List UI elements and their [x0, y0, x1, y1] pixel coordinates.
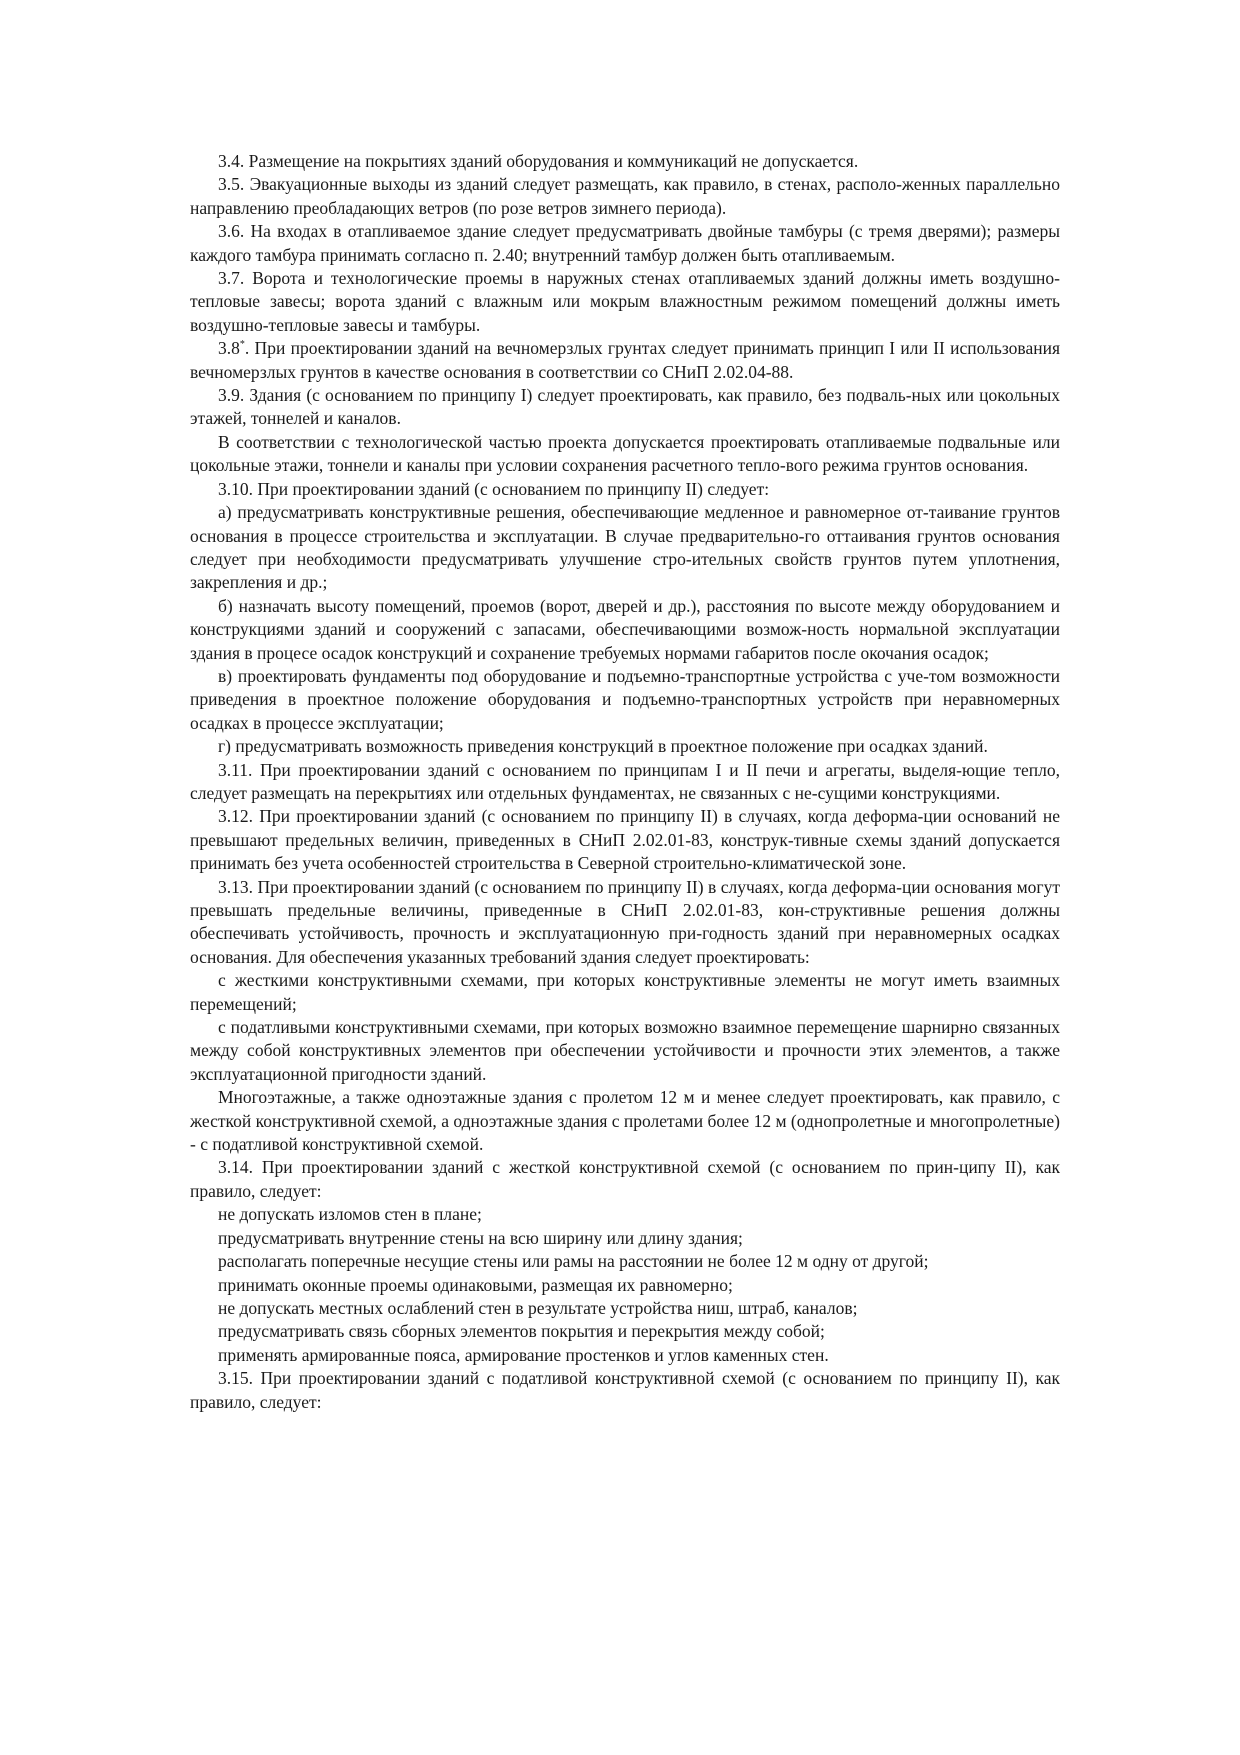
paragraph-rigid-schemes: с жесткими конструктивными схемами, при которых конструктивные элементы не могут иметь взаимных перемещений; — [190, 970, 1060, 1014]
paragraph-3-14: 3.14. При проектировании зданий с жесткой конструктивной схемой (с основанием по прин-ципу II), как правило, следует: — [190, 1157, 1060, 1201]
paragraph-3-13: 3.13. При проектировании зданий (с основанием по принципу II) в случаях, когда деформа-ции основания могут превышать предельные величины, приведенные в СНиП 2.02.01-83, кон-структивные решения должны обеспечивать устойчивость, прочность и эксплуатационную при-годность зданий при неравномерных осадках основания. Для обеспечения указанных требований здания следует проектировать: — [190, 876, 1060, 967]
list-item-b: б) назначать высоту помещений, проемов (ворот, дверей и др.), расстояния по высоте между оборудованием и конструкциями зданий и сооружений с запасами, обеспечивающими возмож-ность нормальной эксплуатации здания в процесе осадок конструкций и сохранение требуемых нормами габаритов после окочания осадок; — [190, 595, 1060, 663]
list-item: принимать оконные проемы одинаковыми, размещая их равномерно; — [218, 1274, 733, 1295]
list-item-v: в) проектировать фундаменты под оборудование и подъемно-транспортные устройства с уче-том возможности приведения в проектное положение оборудования и подъемно-транспортных устройств при неравномерных осадках в процессе эксплуатации; — [190, 665, 1060, 733]
paragraph-3-7: 3.7. Ворота и технологические проемы в наружных стенах отапливаемых зданий должны иметь воздушно-тепловые завесы; ворота зданий с влажным или мокрым влажностным режимом помещений должны иметь воздушно-тепловые завесы и тамбуры. — [190, 268, 1060, 335]
list-item: не допускать местных ослаблений стен в результате устройства ниш, штраб, каналов; — [218, 1297, 858, 1318]
paragraph-3-9: 3.9. Здания (с основанием по принципу I) следует проектировать, как правило, без подваль-ных или цокольных этажей, тоннелей и каналов. — [190, 385, 1060, 429]
paragraph-3-10: 3.10. При проектировании зданий (с основанием по принципу II) следует: — [218, 478, 770, 499]
list-item: предусматривать связь сборных элементов покрытия и перекрытия между собой; — [218, 1321, 825, 1342]
paragraph-3-11: 3.11. При проектировании зданий с основанием по принципам I и II печи и агрегаты, выделя-ющие тепло, следует размещать на перекрытиях или отдельных фундаментах, не связанных с не-сущими конструкциями. — [190, 759, 1060, 803]
paragraph-flexible-schemes: с податливыми конструктивными схемами, при которых возможно взаимное перемещение шарнирно связанных между собой конструктивных элементов при обеспечении устойчивости и прочности этих элементов, а также эксплуатационной пригодности зданий. — [190, 1017, 1060, 1084]
document-page — [190, 150, 1060, 1414]
list-item-g: г) предусматривать возможность приведения конструкций в проектное положение при осадках зданий. — [218, 736, 988, 757]
paragraph-3-12: 3.12. При проектировании зданий (с основанием по принципу II) в случаях, когда деформа-ции оснований не превышают предельных величин, приведенных в СНиП 2.02.01-83, конструк-тивные схемы зданий допускается принимать без учета особенностей строительства в Северной строительно-климатической зоне. — [190, 806, 1060, 874]
paragraph-3-15: 3.15. При проектировании зданий с податливой конструктивной схемой (с основанием по принципу II), как правило, следует: — [190, 1368, 1060, 1412]
paragraph-3-9-cont: В соответствии с технологической частью проекта допускается проектировать отапливаемые подвальные или цокольные этажи, тоннели и каналы при условии сохранения расчетного тепло-вого режима грунтов основания. — [190, 431, 1060, 476]
list-item: не допускать изломов стен в плане; — [218, 1204, 482, 1225]
paragraph-multistorey: Многоэтажные, а также одноэтажные здания с пролетом 12 м и менее следует проектировать, как правило, с жесткой конструктивной схемой, а одноэтажные здания с пролетами более 12 м (однопролетные и многопролетные) - с податливой конструктивной схемой. — [190, 1087, 1060, 1155]
list-item: располагать поперечные несущие стены или рамы на расстоянии не более 12 м одну от другой; — [218, 1251, 929, 1272]
list-item: предусматривать внутренние стены на всю ширину или длину здания; — [218, 1227, 743, 1248]
paragraph-3-8 — [190, 337, 1060, 384]
list-item-a: а) предусматривать конструктивные решения, обеспечивающие медленное и равномерное от-таивание грунтов основания в процессе строительства и эксплуатации. В случае предварительно-го оттаивания грунтов основания следует при необходимости предусматривать улучшение стро-ительных свойств грунтов путем уплотнения, закрепления и др.; — [190, 502, 1060, 593]
footnote-mark: * — [239, 339, 245, 351]
paragraph-text: . При проектировании зданий на вечномерзлых грунтах следует принимать принцип I или II использования вечномерзлых грунтов в качестве основания в соответствии со СНиП 2.02.04-88. — [190, 338, 1060, 382]
paragraph-3-6: 3.6. На входах в отапливаемое здание следует предусматривать двойные тамбуры (с тремя дверями); размеры каждого тамбура принимать согласно п. 2.40; внутренний тамбур должен быть отапливаемым. — [190, 221, 1060, 265]
paragraph-3-4: 3.4. Размещение на покрытиях зданий оборудования и коммуникаций не допускается. — [218, 151, 859, 171]
paragraph-3-5: 3.5. Эвакуационные выходы из зданий следует размещать, как правило, в стенах, располо-женных параллельно направлению преобладающих ветров (по розе ветров зимнего периода). — [190, 174, 1060, 218]
paragraph-number: 3.8 — [218, 338, 240, 359]
list-item: применять армированные пояса, армирование простенков и углов каменных стен. — [218, 1344, 829, 1365]
